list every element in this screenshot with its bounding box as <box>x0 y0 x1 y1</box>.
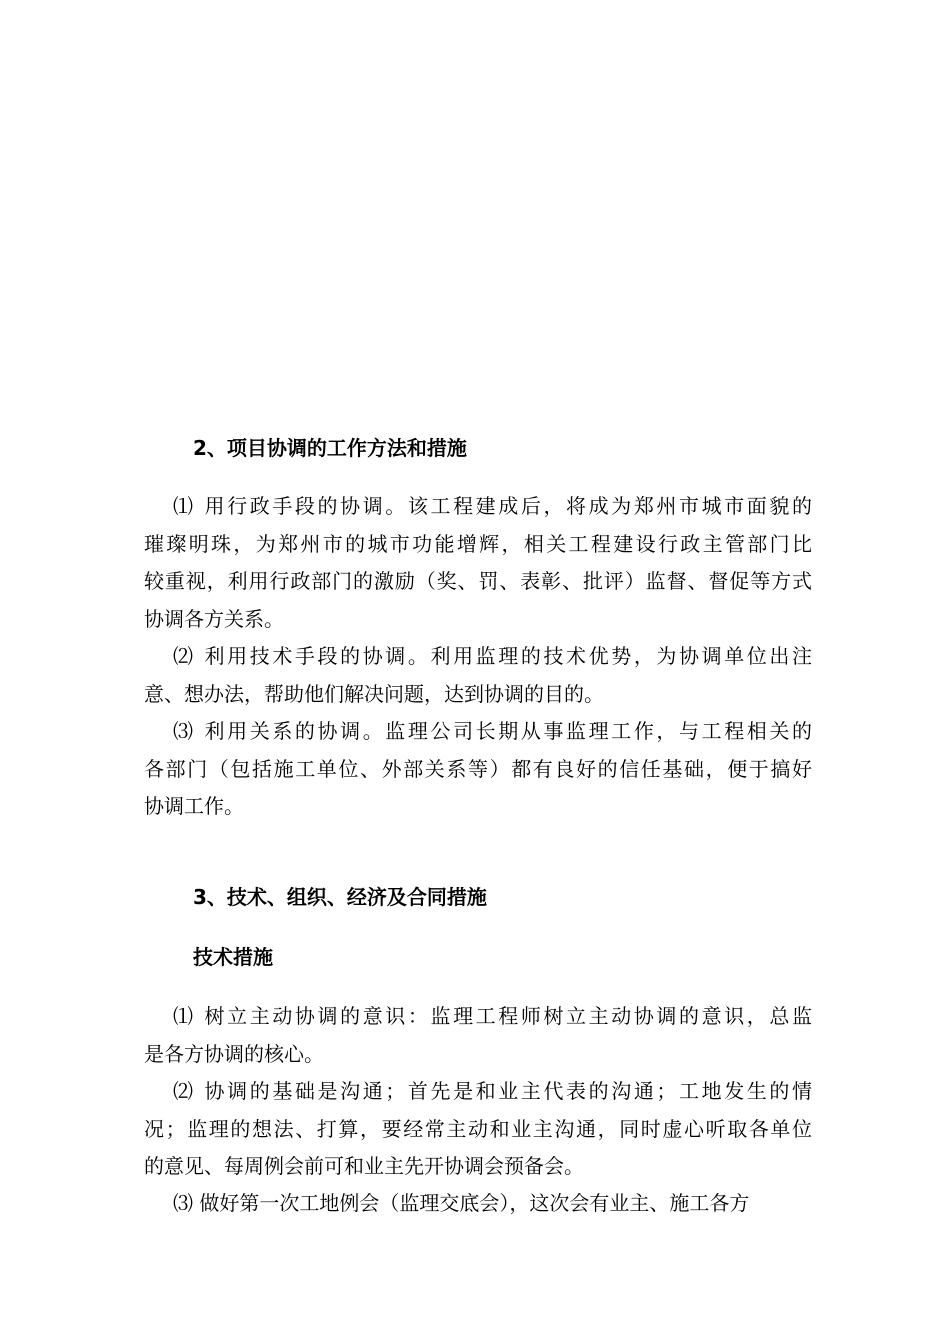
section-2-paragraph-1 <box>144 488 812 638</box>
text-line: 各部门（包括施工单位、外部关系等）都有良好的信任基础，便于搞好 <box>144 756 812 781</box>
text-line: ⑵ 利用技术手段的协调。利用监理的技术优势，为协调单位出注 <box>173 644 812 668</box>
section-3-heading: 3、技术、组织、经济及合同措施 <box>193 885 487 909</box>
text-line: ⑶ 做好第一次工地例会（监理交底会），这次会有业主、施工各方 <box>173 1191 750 1215</box>
section-2-paragraph-3 <box>144 713 812 826</box>
text-line: 协调工作。 <box>144 794 244 818</box>
section-2-paragraph-2 <box>144 638 812 713</box>
section-3-paragraph-1 <box>144 998 812 1073</box>
text-line: ⑴ 用行政手段的协调。该工程建成后，将成为郑州市城市面貌的 <box>173 494 812 518</box>
text-line: ⑵ 协调的基础是沟通；首先是和业主代表的沟通；工地发生的情 <box>173 1079 812 1103</box>
section-3-paragraph-3 <box>144 1185 812 1223</box>
text-line: 是各方协调的核心。 <box>144 1041 324 1066</box>
text-line: 况；监理的想法、打算，要经常主动和业主沟通，同时虚心听取各单位 <box>144 1116 812 1141</box>
text-line: 的意见、每周例会前可和业主先开协调会预备会。 <box>144 1154 584 1178</box>
section-3-subheading: 技术措施 <box>193 945 273 969</box>
text-line: ⑴ 树立主动协调的意识：监理工程师树立主动协调的意识，总监 <box>173 1004 812 1028</box>
text-line: 璀璨明珠，为郑州市的城市功能增辉，相关工程建设行政主管部门比 <box>144 531 812 556</box>
text-line: ⑶ 利用关系的协调。监理公司长期从事监理工作，与工程相关的 <box>173 719 812 743</box>
text-line: 协调各方关系。 <box>144 606 284 631</box>
text-line: 较重视，利用行政部门的激励（奖、罚、表彰、批评）监督、督促等方式 <box>144 569 812 593</box>
section-2-heading: 2、项目协调的工作方法和措施 <box>193 436 467 460</box>
section-3-paragraph-2 <box>144 1073 812 1186</box>
text-line: 意、想办法，帮助他们解决问题，达到协调的目的。 <box>144 681 604 706</box>
